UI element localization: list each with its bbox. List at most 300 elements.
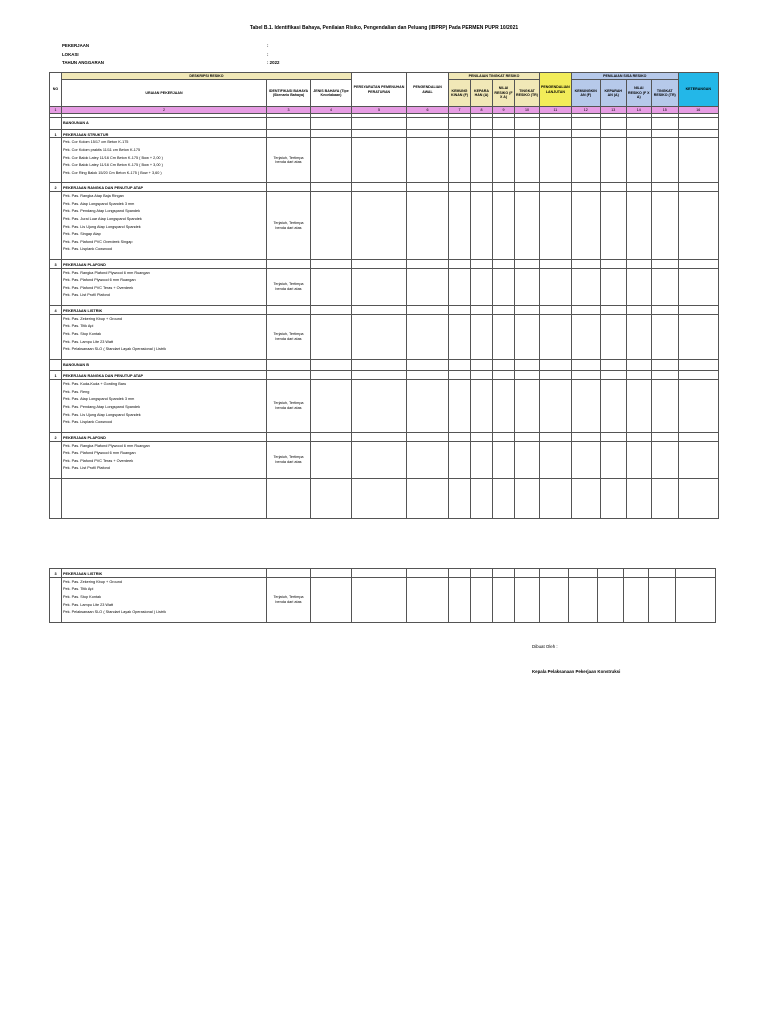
hazard-identification: Terjatuh, Tertimpa benda dari atas bbox=[267, 138, 311, 183]
table-cell bbox=[651, 478, 678, 518]
table-cell bbox=[267, 478, 311, 518]
work-item: Pek. Pas. List Profil Plafond bbox=[63, 293, 110, 298]
work-title-row bbox=[50, 371, 719, 380]
work-title: PEKERJAAN PLAFOND bbox=[62, 259, 267, 268]
table-cell bbox=[449, 478, 471, 518]
header-tingkat-resiko-sisa: TINGKAT RESIKO (TR) bbox=[651, 80, 678, 107]
header-identifikasi: IDENTIFIKASI BAHAYA (Skenario Bahaya) bbox=[267, 80, 311, 107]
work-item: Pek. Pas. Reng bbox=[63, 389, 90, 394]
table-cell bbox=[62, 478, 267, 518]
work-item-list bbox=[62, 314, 267, 359]
work-title-row bbox=[50, 306, 719, 315]
table-cell bbox=[649, 577, 676, 622]
work-item: Pek. Pas. Titik Api bbox=[63, 324, 94, 329]
table-cell bbox=[471, 183, 493, 192]
table-cell bbox=[540, 259, 572, 268]
table-cell bbox=[407, 138, 449, 183]
table-cell bbox=[600, 314, 626, 359]
table-cell bbox=[515, 118, 540, 130]
work-title: PEKERJAAN PLAFOND bbox=[62, 432, 267, 441]
signature-prepared-by: Dibuat Oleh : bbox=[532, 644, 558, 649]
table-cell bbox=[515, 259, 540, 268]
table-cell bbox=[449, 432, 471, 441]
work-item: Pek. Pas. Zekering Kbup + Ground bbox=[63, 579, 122, 584]
work-item: Pek. Pas. Lampu Lite 23 Watt bbox=[63, 602, 114, 607]
table-cell bbox=[651, 306, 678, 315]
work-title-row bbox=[50, 129, 719, 138]
table-cell bbox=[493, 192, 515, 260]
table-cell bbox=[626, 441, 651, 478]
signature-role: Kepala Pelaksanaan Pekerjaan Konstruksi bbox=[532, 669, 621, 674]
meta-value: : 2022 bbox=[267, 60, 280, 65]
table-cell bbox=[626, 478, 651, 518]
work-items-row bbox=[50, 268, 719, 305]
table-cell bbox=[678, 129, 718, 138]
table-cell bbox=[311, 380, 352, 433]
work-title: PEKERJAAN RANGKA DAN PENUTUP ATAP bbox=[62, 371, 267, 380]
table-cell bbox=[651, 129, 678, 138]
table-cell bbox=[598, 577, 624, 622]
table-cell bbox=[352, 441, 407, 478]
table-cell bbox=[471, 192, 493, 260]
table-cell bbox=[678, 380, 718, 433]
table-cell bbox=[678, 314, 718, 359]
work-item: Pek. Pas. Plafond Plywood 6 mm Ruangan bbox=[63, 451, 136, 456]
column-number: 9 bbox=[493, 107, 515, 114]
work-items-row bbox=[50, 138, 719, 183]
work-item: Pek. Pas. Singap Atap bbox=[63, 232, 101, 237]
table-cell bbox=[471, 306, 493, 315]
table-cell bbox=[676, 569, 716, 578]
hazard-identification: Terjatuh, Tertimpa benda dari atas bbox=[267, 577, 311, 622]
table-cell bbox=[267, 432, 311, 441]
table-cell bbox=[571, 314, 600, 359]
table-cell bbox=[407, 129, 449, 138]
table-cell bbox=[600, 306, 626, 315]
work-item: Pek. Pas. Titik Api bbox=[63, 587, 94, 592]
meta-label: PEKERJAAN bbox=[62, 43, 90, 48]
meta-value: : bbox=[267, 51, 269, 57]
table-cell bbox=[449, 138, 471, 183]
table-cell bbox=[471, 359, 493, 371]
work-item: Pek. Pas. Lisplank Cowwood bbox=[63, 247, 112, 252]
table-cell bbox=[267, 359, 311, 371]
work-number: 2 bbox=[50, 183, 62, 192]
table-cell bbox=[571, 306, 600, 315]
section-row bbox=[50, 118, 719, 130]
table-cell bbox=[626, 432, 651, 441]
table-cell bbox=[493, 268, 515, 305]
table-cell bbox=[407, 314, 449, 359]
table-cell bbox=[407, 441, 449, 478]
table-cell bbox=[471, 577, 493, 622]
blank-row bbox=[50, 478, 719, 518]
table-cell bbox=[407, 192, 449, 260]
table-cell bbox=[571, 183, 600, 192]
table-cell bbox=[600, 268, 626, 305]
table-cell bbox=[407, 478, 449, 518]
table-cell bbox=[449, 371, 471, 380]
table-cell bbox=[449, 268, 471, 305]
table-cell bbox=[471, 380, 493, 433]
table-cell bbox=[407, 432, 449, 441]
table-cell bbox=[407, 306, 449, 315]
table-cell bbox=[678, 371, 718, 380]
table-cell bbox=[267, 259, 311, 268]
table-cell bbox=[600, 432, 626, 441]
table-cell bbox=[571, 380, 600, 433]
table-cell bbox=[311, 371, 352, 380]
meta-label: LOKASI bbox=[62, 51, 79, 57]
table-cell bbox=[267, 129, 311, 138]
work-item: Pek. Pas. Plafond PVC Overdeek Singap bbox=[63, 239, 133, 244]
column-number: 15 bbox=[651, 107, 678, 114]
table-cell bbox=[311, 138, 352, 183]
work-item: Pek. Pas. Plafond PVC Teras + Overdeek bbox=[63, 285, 134, 290]
column-number: 2 bbox=[62, 107, 267, 114]
table-cell bbox=[651, 371, 678, 380]
table-cell bbox=[515, 380, 540, 433]
table-cell bbox=[50, 380, 62, 433]
table-cell bbox=[449, 192, 471, 260]
header-pengendalian-awal: PENGENDALIAN AWAL bbox=[407, 73, 449, 107]
work-item: Pek. Pas. Pendang Atap Longspand Spandek bbox=[63, 209, 141, 214]
table-cell bbox=[624, 577, 649, 622]
table-cell bbox=[571, 118, 600, 130]
table-cell bbox=[571, 441, 600, 478]
table-cell bbox=[50, 192, 62, 260]
work-item-list bbox=[62, 441, 267, 478]
table-cell bbox=[626, 380, 651, 433]
header-nilai-resiko: NILAI RESIKO (F X A) bbox=[493, 80, 515, 107]
table-cell bbox=[352, 577, 407, 622]
header-persyaratan: PERSYARATAN PEMENUHAN PERATURAN bbox=[352, 73, 407, 107]
table-cell bbox=[515, 569, 540, 578]
work-item: Pek. Pelaksanaan SLO ( Standart Layak Operasional ) Listrik bbox=[63, 610, 166, 615]
header-no: NO bbox=[50, 73, 62, 107]
table-cell bbox=[649, 569, 676, 578]
work-title: PEKERJAAN LISTRIK bbox=[62, 306, 267, 315]
table-cell bbox=[515, 129, 540, 138]
work-item: Pek. Pas. Plafond Plywood 6 mm Ruangan bbox=[63, 278, 136, 283]
table-cell bbox=[311, 432, 352, 441]
table-cell bbox=[407, 183, 449, 192]
table-cell bbox=[352, 306, 407, 315]
table-cell bbox=[540, 371, 572, 380]
table-cell bbox=[515, 478, 540, 518]
table-cell bbox=[407, 380, 449, 433]
header-tingkat-resiko: TINGKAT RESIKO (TR) bbox=[515, 80, 540, 107]
table-cell bbox=[352, 183, 407, 192]
table-cell bbox=[515, 268, 540, 305]
table-cell bbox=[493, 183, 515, 192]
table-cell bbox=[493, 432, 515, 441]
table-cell bbox=[600, 118, 626, 130]
table-cell bbox=[600, 441, 626, 478]
work-number: 4 bbox=[50, 306, 62, 315]
table-cell bbox=[449, 380, 471, 433]
table-cell bbox=[678, 118, 718, 130]
table-cell bbox=[50, 359, 62, 371]
table-cell bbox=[352, 259, 407, 268]
table-cell bbox=[651, 118, 678, 130]
header-keparahan: KEPARA HAN (A) bbox=[471, 80, 493, 107]
ibprp-table bbox=[49, 72, 719, 519]
table-cell bbox=[352, 569, 407, 578]
table-cell bbox=[311, 478, 352, 518]
header-kemungkinan-sisa: KEMUNGKIN AN (F) bbox=[571, 80, 600, 107]
table-cell bbox=[471, 268, 493, 305]
table-cell bbox=[449, 441, 471, 478]
table-cell bbox=[471, 129, 493, 138]
work-item: Pek. Pas. Lis Ujung Atap Longspand Spandek bbox=[63, 412, 141, 417]
table-cell bbox=[540, 569, 569, 578]
work-item: Pek. Pas. Atap Longspand Spandek 3 mm bbox=[63, 201, 135, 206]
work-item: Pek. Pas. Lis Ujung Atap Longspand Spandek bbox=[63, 224, 141, 229]
table-cell bbox=[626, 118, 651, 130]
table-cell bbox=[493, 577, 515, 622]
work-items-row bbox=[50, 441, 719, 478]
work-title-row bbox=[50, 183, 719, 192]
work-title-row bbox=[50, 432, 719, 441]
table-cell bbox=[493, 306, 515, 315]
work-title: PEKERJAAN LISTRIK bbox=[62, 569, 267, 578]
table-cell bbox=[571, 371, 600, 380]
work-item: Pek. Pas. Kuda-Kuda + Gording Baru bbox=[63, 382, 127, 387]
table-cell bbox=[311, 183, 352, 192]
table-cell bbox=[311, 118, 352, 130]
table-cell bbox=[571, 259, 600, 268]
work-items-row bbox=[50, 380, 719, 433]
table-cell bbox=[571, 432, 600, 441]
table-cell bbox=[311, 268, 352, 305]
column-number: 4 bbox=[311, 107, 352, 114]
table-cell bbox=[311, 441, 352, 478]
work-number: 3 bbox=[50, 569, 62, 578]
work-item: Pek. Pas. List Profil Plafond bbox=[63, 466, 110, 471]
header-jenis: JENIS BAHAYA (Tipe Kecelakaan) bbox=[311, 80, 352, 107]
column-number: 3 bbox=[267, 107, 311, 114]
column-number: 12 bbox=[571, 107, 600, 114]
table-cell bbox=[626, 183, 651, 192]
table-cell bbox=[471, 569, 493, 578]
table-cell bbox=[678, 432, 718, 441]
table-cell bbox=[626, 259, 651, 268]
table-cell bbox=[626, 306, 651, 315]
column-number: 8 bbox=[471, 107, 493, 114]
column-number: 14 bbox=[626, 107, 651, 114]
table-cell bbox=[50, 118, 62, 130]
table-cell bbox=[571, 129, 600, 138]
work-number: 1 bbox=[50, 129, 62, 138]
table-cell bbox=[471, 138, 493, 183]
hazard-identification: Terjatuh, Tertimpa benda dari atas bbox=[267, 314, 311, 359]
work-item: Pek. Pas. Lisplank Cowwood bbox=[63, 420, 112, 425]
work-title: PEKERJAAN STRUKTUR bbox=[62, 129, 267, 138]
meta-value: : bbox=[267, 43, 269, 48]
table-cell bbox=[311, 129, 352, 138]
ibprp-table-continued bbox=[49, 568, 716, 623]
table-cell bbox=[626, 138, 651, 183]
table-cell bbox=[471, 478, 493, 518]
table-cell bbox=[678, 268, 718, 305]
table-cell bbox=[50, 268, 62, 305]
table-cell bbox=[540, 314, 572, 359]
table-cell bbox=[449, 183, 471, 192]
table-cell bbox=[267, 371, 311, 380]
table-cell bbox=[651, 441, 678, 478]
table-cell bbox=[600, 138, 626, 183]
table-cell bbox=[540, 380, 572, 433]
header-uraian: URAIAN PEKERJAAN bbox=[62, 80, 267, 107]
column-number: 10 bbox=[515, 107, 540, 114]
table-cell bbox=[352, 118, 407, 130]
column-number: 1 bbox=[50, 107, 62, 114]
table-cell bbox=[540, 268, 572, 305]
work-item: Pek. Cor Balok Latey 11/16 Cm Beton K-175 ( Bow + 2,00 ) bbox=[63, 155, 163, 160]
table-cell bbox=[50, 138, 62, 183]
work-item: Pek. Pas. Stop Kontak bbox=[63, 331, 101, 336]
table-cell bbox=[50, 314, 62, 359]
column-number: 5 bbox=[352, 107, 407, 114]
table-cell bbox=[651, 192, 678, 260]
table-cell bbox=[493, 380, 515, 433]
table-cell bbox=[407, 577, 449, 622]
table-cell bbox=[600, 359, 626, 371]
table-cell bbox=[50, 577, 62, 622]
work-items-row bbox=[50, 192, 719, 260]
table-cell bbox=[407, 371, 449, 380]
table-cell bbox=[540, 118, 572, 130]
work-item-list bbox=[62, 268, 267, 305]
table-cell bbox=[352, 268, 407, 305]
work-item: Pek. Pas. Rangka Atap Baja Ringan bbox=[63, 194, 124, 199]
work-item: Pek. Pas. Lampu Lite 23 Watt bbox=[63, 339, 114, 344]
work-item: Pek. Pas. Rangka Plafond Plywood 6 mm Ruangan bbox=[63, 443, 150, 448]
table-cell bbox=[540, 359, 572, 371]
column-number: 16 bbox=[678, 107, 718, 114]
table-cell bbox=[540, 129, 572, 138]
table-cell bbox=[515, 192, 540, 260]
column-number: 13 bbox=[600, 107, 626, 114]
table-cell bbox=[540, 441, 572, 478]
table-cell bbox=[449, 129, 471, 138]
table-cell bbox=[515, 432, 540, 441]
table-cell bbox=[471, 118, 493, 130]
hazard-identification: Terjatuh, Tertimpa benda dari atas bbox=[267, 192, 311, 260]
table-cell bbox=[267, 183, 311, 192]
work-item: Pek. Cor Ring Balok 15/20 Cm Beton K-175 ( Bow + 3,60 ) bbox=[63, 170, 162, 175]
table-cell bbox=[449, 359, 471, 371]
table-cell bbox=[311, 306, 352, 315]
table-cell bbox=[600, 259, 626, 268]
table-cell bbox=[600, 478, 626, 518]
table-cell bbox=[540, 192, 572, 260]
table-cell bbox=[311, 359, 352, 371]
table-cell bbox=[515, 138, 540, 183]
table-cell bbox=[493, 569, 515, 578]
table-cell bbox=[352, 129, 407, 138]
table-cell bbox=[678, 183, 718, 192]
table-cell bbox=[267, 569, 311, 578]
table-cell bbox=[407, 569, 449, 578]
table-cell bbox=[352, 314, 407, 359]
table-cell bbox=[571, 359, 600, 371]
table-cell bbox=[493, 259, 515, 268]
table-cell bbox=[493, 138, 515, 183]
work-item-list bbox=[62, 577, 267, 622]
table-cell bbox=[600, 129, 626, 138]
table-cell bbox=[651, 380, 678, 433]
table-cell bbox=[352, 371, 407, 380]
table-cell bbox=[678, 478, 718, 518]
table-cell bbox=[449, 118, 471, 130]
table-body bbox=[50, 114, 719, 519]
table-cell bbox=[678, 359, 718, 371]
table-cell bbox=[515, 314, 540, 359]
work-item: Pek. Pas. Rangka Plafond Plywood 6 mm Ruangan bbox=[63, 270, 150, 275]
table-cell bbox=[540, 577, 569, 622]
work-item: Pek. Pas. Pendang Atap Longspand Spandek bbox=[63, 404, 141, 409]
table-cell bbox=[678, 138, 718, 183]
table-cell bbox=[600, 371, 626, 380]
table-cell bbox=[569, 569, 598, 578]
header-penilaian-sisa: PENILAIAN SISA RESIKO bbox=[571, 73, 678, 80]
table-cell bbox=[626, 192, 651, 260]
work-item: Pek. Cor Kolom praktis 11/11 cm Beton K-175 bbox=[63, 148, 141, 153]
header-deskripsi: DESKRIPSI RESIKO bbox=[62, 73, 352, 80]
hazard-identification: Terjatuh, Tertimpa benda dari atas bbox=[267, 441, 311, 478]
work-items-row bbox=[50, 314, 719, 359]
table-cell bbox=[493, 478, 515, 518]
table-cell bbox=[407, 259, 449, 268]
table-cell bbox=[311, 314, 352, 359]
table-cell bbox=[449, 306, 471, 315]
work-title-row bbox=[50, 569, 716, 578]
table-body bbox=[50, 569, 716, 623]
table-cell bbox=[515, 441, 540, 478]
table-cell bbox=[407, 118, 449, 130]
work-item-list bbox=[62, 380, 267, 433]
table-cell bbox=[626, 359, 651, 371]
header-kemungkinan: KEMUNG KINAN (F) bbox=[449, 80, 471, 107]
table-cell bbox=[267, 118, 311, 130]
table-cell bbox=[407, 359, 449, 371]
work-item: Pek. Cor Balok Latey 11/16 Cm Beton K-175 ( Bow + 3,00 ) bbox=[63, 163, 163, 168]
table-cell bbox=[50, 478, 62, 518]
table-cell bbox=[493, 314, 515, 359]
table-cell bbox=[600, 380, 626, 433]
table-cell bbox=[651, 183, 678, 192]
work-number: 1 bbox=[50, 371, 62, 380]
work-title-row bbox=[50, 259, 719, 268]
table-cell bbox=[515, 577, 540, 622]
table-cell bbox=[352, 359, 407, 371]
table-cell bbox=[626, 268, 651, 305]
table-cell bbox=[651, 259, 678, 268]
table-cell bbox=[571, 268, 600, 305]
work-number: 2 bbox=[50, 432, 62, 441]
work-item-list bbox=[62, 138, 267, 183]
table-cell bbox=[515, 306, 540, 315]
table-cell bbox=[449, 569, 471, 578]
table-cell bbox=[626, 129, 651, 138]
table-cell bbox=[493, 118, 515, 130]
work-number: 3 bbox=[50, 259, 62, 268]
table-cell bbox=[678, 192, 718, 260]
table-cell bbox=[678, 441, 718, 478]
work-item: Pek. Cor Kolom 15/17 cm Beton K-175 bbox=[63, 140, 129, 145]
